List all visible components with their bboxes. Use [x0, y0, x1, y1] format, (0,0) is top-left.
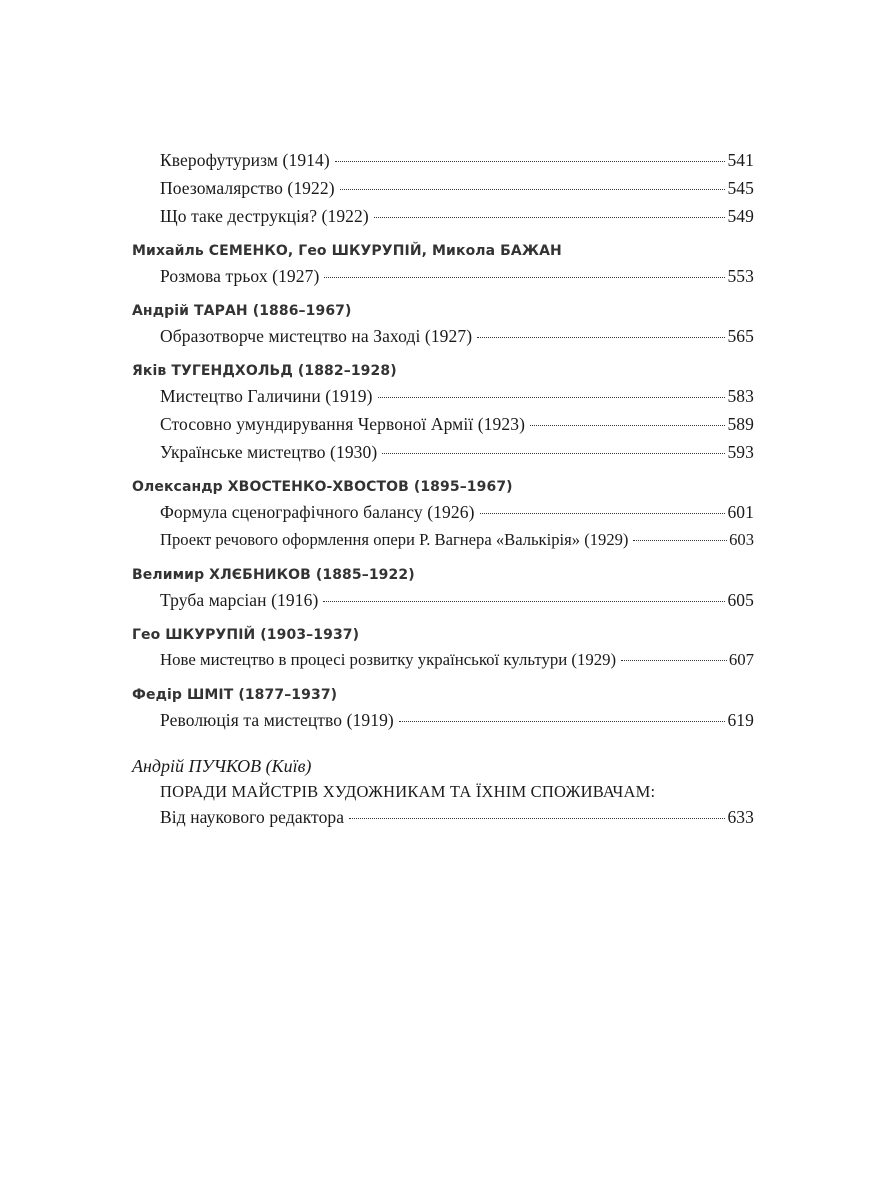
toc-entry[interactable]	[160, 498, 754, 526]
entry-page: 545	[727, 178, 754, 198]
entry-title: Кверофутуризм (1914)	[160, 150, 330, 170]
toc-entry[interactable]	[160, 526, 754, 554]
dot-leader	[378, 397, 726, 398]
entry-page: 603	[729, 530, 754, 549]
table-of-contents	[132, 146, 754, 830]
entry-page: 549	[727, 206, 754, 226]
author-heading: Андрій ТАРАН (1886–1967)	[132, 303, 352, 319]
toc-entry[interactable]	[160, 438, 754, 466]
toc-entry[interactable]	[160, 262, 754, 290]
author-heading: Олександр ХВОСТЕНКО-ХВОСТОВ (1895–1967)	[132, 479, 513, 495]
entry-page: 541	[727, 150, 754, 170]
entry-title: Українське мистецтво (1930)	[160, 442, 378, 462]
entry-title: Стосовно умундирування Червоної Армії (1923)	[160, 414, 526, 434]
toc-section	[132, 300, 754, 350]
toc-section	[132, 146, 754, 230]
toc-entry[interactable]	[160, 804, 754, 830]
editor-section	[132, 752, 754, 830]
dot-leader	[382, 453, 725, 454]
entry-page: 633	[727, 807, 754, 827]
author-heading: Гео ШКУРУПІЙ (1903–1937)	[132, 627, 360, 643]
entry-page: 553	[727, 266, 754, 286]
toc-section	[132, 476, 754, 554]
entry-title: Нове мистецтво в процесі розвитку української культури (1929)	[160, 650, 617, 669]
toc-entry[interactable]	[160, 146, 754, 174]
entry-page: 607	[728, 650, 754, 669]
editor-heading: ПОРАДИ МАЙСТРІВ ХУДОЖНИКАМ ТА ЇХНІМ СПОЖИВАЧАМ:	[160, 782, 656, 801]
entry-page: 601	[727, 502, 754, 522]
dot-leader	[324, 277, 725, 278]
dot-leader	[621, 660, 727, 661]
entry-title: Труба марсіан (1916)	[160, 590, 319, 610]
toc-entry[interactable]	[160, 410, 754, 438]
entry-title: Проект речового оформлення опери Р. Вагнера «Валькірія» (1929)	[160, 530, 629, 549]
dot-leader	[349, 818, 725, 819]
entry-page: 619	[727, 710, 754, 730]
entry-title: Формула сценографічного балансу (1926)	[160, 502, 475, 522]
toc-entry[interactable]	[160, 202, 754, 230]
toc-section	[132, 360, 754, 466]
entry-title: Розмова трьох (1927)	[160, 266, 320, 286]
entry-page: 583	[727, 386, 754, 406]
dot-leader	[530, 425, 725, 426]
toc-entry[interactable]	[160, 586, 754, 614]
author-heading: Федір ШМІТ (1877–1937)	[132, 687, 338, 703]
toc-entry[interactable]	[160, 382, 754, 410]
entry-title: Революція та мистецтво (1919)	[160, 710, 394, 730]
dot-leader	[340, 189, 726, 190]
entry-title: Поезомалярство (1922)	[160, 178, 335, 198]
dot-leader	[399, 721, 726, 722]
toc-section	[132, 240, 754, 290]
entry-title: Від наукового редактора	[160, 807, 345, 827]
entry-title: Образотворче мистецтво на Заході (1927)	[160, 326, 473, 346]
entry-page: 565	[727, 326, 754, 346]
editor-author: Андрій ПУЧКОВ (Київ)	[132, 756, 312, 776]
entry-title: Що таке деструкція? (1922)	[160, 206, 369, 226]
dot-leader	[374, 217, 726, 218]
dot-leader	[633, 540, 727, 541]
entry-title: Мистецтво Галичини (1919)	[160, 386, 373, 406]
toc-entry[interactable]	[160, 706, 754, 734]
dot-leader	[335, 161, 726, 162]
toc-section	[132, 684, 754, 734]
toc-entry[interactable]	[160, 646, 754, 674]
author-heading: Яків ТУГЕНДХОЛЬД (1882–1928)	[132, 363, 397, 379]
toc-entry[interactable]	[160, 174, 754, 202]
author-heading: Велимир ХЛЄБНИКОВ (1885–1922)	[132, 567, 415, 583]
entry-page: 589	[727, 414, 754, 434]
toc-entry[interactable]	[160, 322, 754, 350]
author-heading: Михайль СЕМЕНКО, Гео ШКУРУПІЙ, Микола БАЖАН	[132, 243, 562, 259]
dot-leader	[323, 601, 725, 602]
dot-leader	[480, 513, 726, 514]
entry-page: 605	[727, 590, 754, 610]
entry-page: 593	[727, 442, 754, 462]
toc-section	[132, 564, 754, 614]
dot-leader	[477, 337, 725, 338]
toc-section	[132, 624, 754, 674]
